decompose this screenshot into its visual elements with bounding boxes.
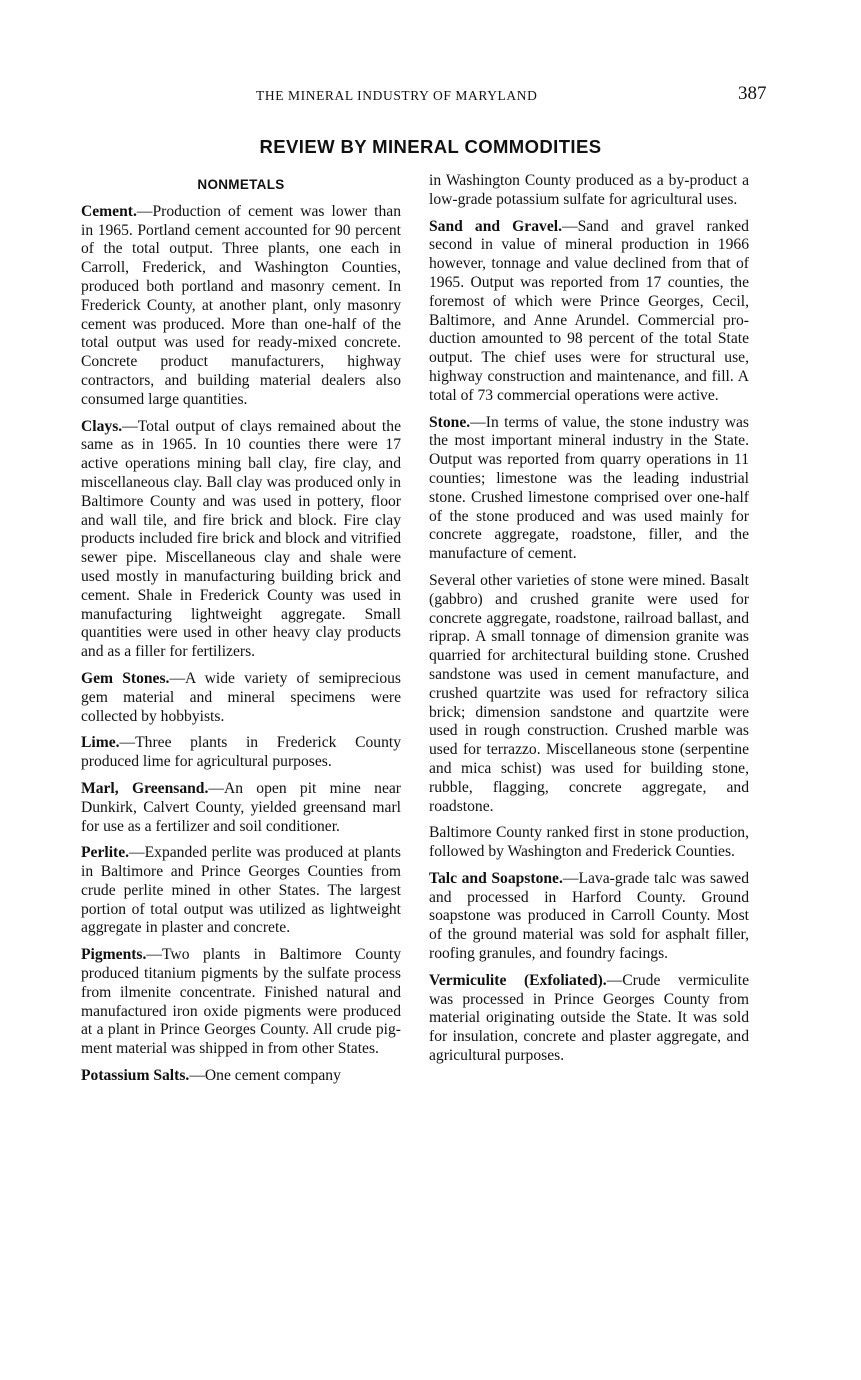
paragraph-sand-gravel xyxy=(429,218,749,406)
left-column xyxy=(81,172,401,1094)
paragraph-text: in Washington County produced as a by-product a low-grade potassium sulfate for agricultural uses. xyxy=(429,172,749,208)
paragraph-lead: Potassium Salts. xyxy=(81,1067,190,1085)
paragraph-potassium-continued xyxy=(429,172,749,210)
paragraph-stone-varieties xyxy=(429,572,749,816)
paragraph-potassium-salts xyxy=(81,1067,401,1086)
paragraph-talc-soapstone xyxy=(429,870,749,964)
paragraph-text: Several other varieties of stone were mined. Basalt (gabbro) and crushed granite were used for concrete aggregate, roadstone, railroad ballast, and riprap. A small tonnage of dimension granite was quarried for architectural building stone. Crushed sandstone was used in cement manufacture, and crushed quartzite was used for refractory silica brick; dimension sandstone and quartzite were used in rough construction. Crushed marble was used for terrazzo. Miscellaneous stone (serpentine and mica schist) was used for building stone, rubble, flagging, concrete aggregate, and roadstone. xyxy=(429,571,749,815)
paragraph-stone xyxy=(429,414,749,564)
paragraph-lead: Vermiculite (Exfoliated). xyxy=(429,971,607,989)
paragraph-lead: Lime. xyxy=(81,734,120,752)
paragraph-lead: Gem Stones. xyxy=(81,669,170,687)
paragraph-lead: Cement. xyxy=(81,202,137,220)
paragraph-vermiculite xyxy=(429,972,749,1066)
paragraph-text: —Production of cement was lower than in 1965. Portland cement accounted for 90 percent of the total output. Three plants, one each in Carroll, Frederick, and Washington Counties, produced both portland and masonry cement. In Frederick County, at another plant, only masonry cement was produced. More than one-half of the total output was used for ready-mixed concrete. Concrete product manufacturers, highway contractors, and building material dealers also consumed large quantities. xyxy=(81,202,401,408)
paragraph-stone-ranking xyxy=(429,824,749,862)
paragraph-lead: Pigments. xyxy=(81,946,147,964)
paragraph-clays xyxy=(81,418,401,662)
paragraph-text: —Two plants in Baltimore County produced titanium pigments by the sulfate process from ilmenite concentrate. Finished natural and manufactured iron oxide pigments were produced at a plant in Prince Georges County. All crude pigment material was shipped in from other States. xyxy=(81,946,401,1058)
paragraph-lead: Stone. xyxy=(429,413,471,431)
running-head xyxy=(0,83,861,110)
paragraph-text: —Three plants in Frederick County produced lime for agricultural purposes. xyxy=(81,734,401,771)
nonmetals-subheading: NONMETALS xyxy=(197,177,285,192)
paragraph-text: —One cement company xyxy=(189,1067,341,1085)
section-title: REVIEW BY MINERAL COMMODITIES xyxy=(259,136,602,157)
paragraph-pigments xyxy=(81,946,401,1059)
right-column xyxy=(429,172,749,1074)
page-number: 387 xyxy=(738,83,767,104)
paragraph-lead: Talc and Soapstone. xyxy=(429,869,563,887)
paragraph-text: —Expanded perlite was produced at plants in Baltimore and Prince Georges Counties from crude perlite mined in other States. The largest portion of total output was utilized as lightweight aggregate in plaster and concrete. xyxy=(81,844,401,937)
paragraph-perlite xyxy=(81,844,401,938)
running-title: THE MINERAL INDUSTRY OF MARYLAND xyxy=(256,88,538,103)
paragraph-lime xyxy=(81,734,401,772)
paragraph-text: —Crude vermiculite was processed in Prince Georges County from material originating outside the State. It was sold for insulation, concrete and plaster aggregate, and agricultural purposes. xyxy=(429,971,749,1065)
paragraph-gem-stones xyxy=(81,670,401,726)
paragraph-text: —Lava-grade talc was sawed and processed in Harford County. Ground soapstone was produced in Carroll County. Most of the ground material was sold for asphalt filler, roofing granules, and foundry facings. xyxy=(429,869,749,963)
paragraph-lead: Sand and Gravel. xyxy=(429,217,562,235)
paragraph-text: —Total output of clays remained about the same as in 1965. In 10 counties there were 17 active operations mining ball clay, fire clay, and miscellaneous clay. Ball clay was produced only in Baltimore County and was used in pottery, floor and wall tile, and fire brick and block. Fire clay products included fire brick and block and vitrified sewer pipe. Miscellaneous clay and shale were used mostly in manufacturing building brick and cement. Shale in Frederick County was used in manufacturing lightweight aggregate. Small quantities were used in other heavy clay products and as a filler for fertilizers. xyxy=(81,417,401,661)
paragraph-text: —In terms of value, the stone industry was the most important mineral industry in the State. Output was reported from quarry operations in 11 counties; limestone was the leading industrial stone. Crushed limestone comprised over one-half of the stone produced and was used mainly for concrete aggregate, roadstone, filler, and the manufacture of cement. xyxy=(429,413,749,563)
paragraph-text: —An open pit mine near Dunkirk, Calvert County, yielded greensand marl for use as a fertilizer and soil conditioner. xyxy=(81,779,401,835)
paragraph-text: —A wide variety of semiprecious gem material and mineral specimens were collected by hobbyists. xyxy=(81,669,401,725)
paragraph-text: Baltimore County ranked first in stone production, followed by Washington and Frederick Counties. xyxy=(429,824,749,861)
paragraph-cement xyxy=(81,203,401,410)
paragraph-text: —Sand and gravel ranked second in value of mineral production in 1966 however, tonnage and value declined from that of 1965. Output was reported from 17 counties, the foremost of which were Prince Georges, Cecil, Baltimore, and Anne Arundel. Commercial production amounted to 98 percent of the total State output. The chief uses were for structural use, highway construction and maintenance, and fill. A total of 73 commercial operations were active. xyxy=(429,217,749,404)
paragraph-lead: Marl, Greensand. xyxy=(81,779,209,797)
paragraph-lead: Clays. xyxy=(81,417,123,435)
paragraph-lead: Perlite. xyxy=(81,844,130,862)
paragraph-marl-greensand xyxy=(81,780,401,836)
